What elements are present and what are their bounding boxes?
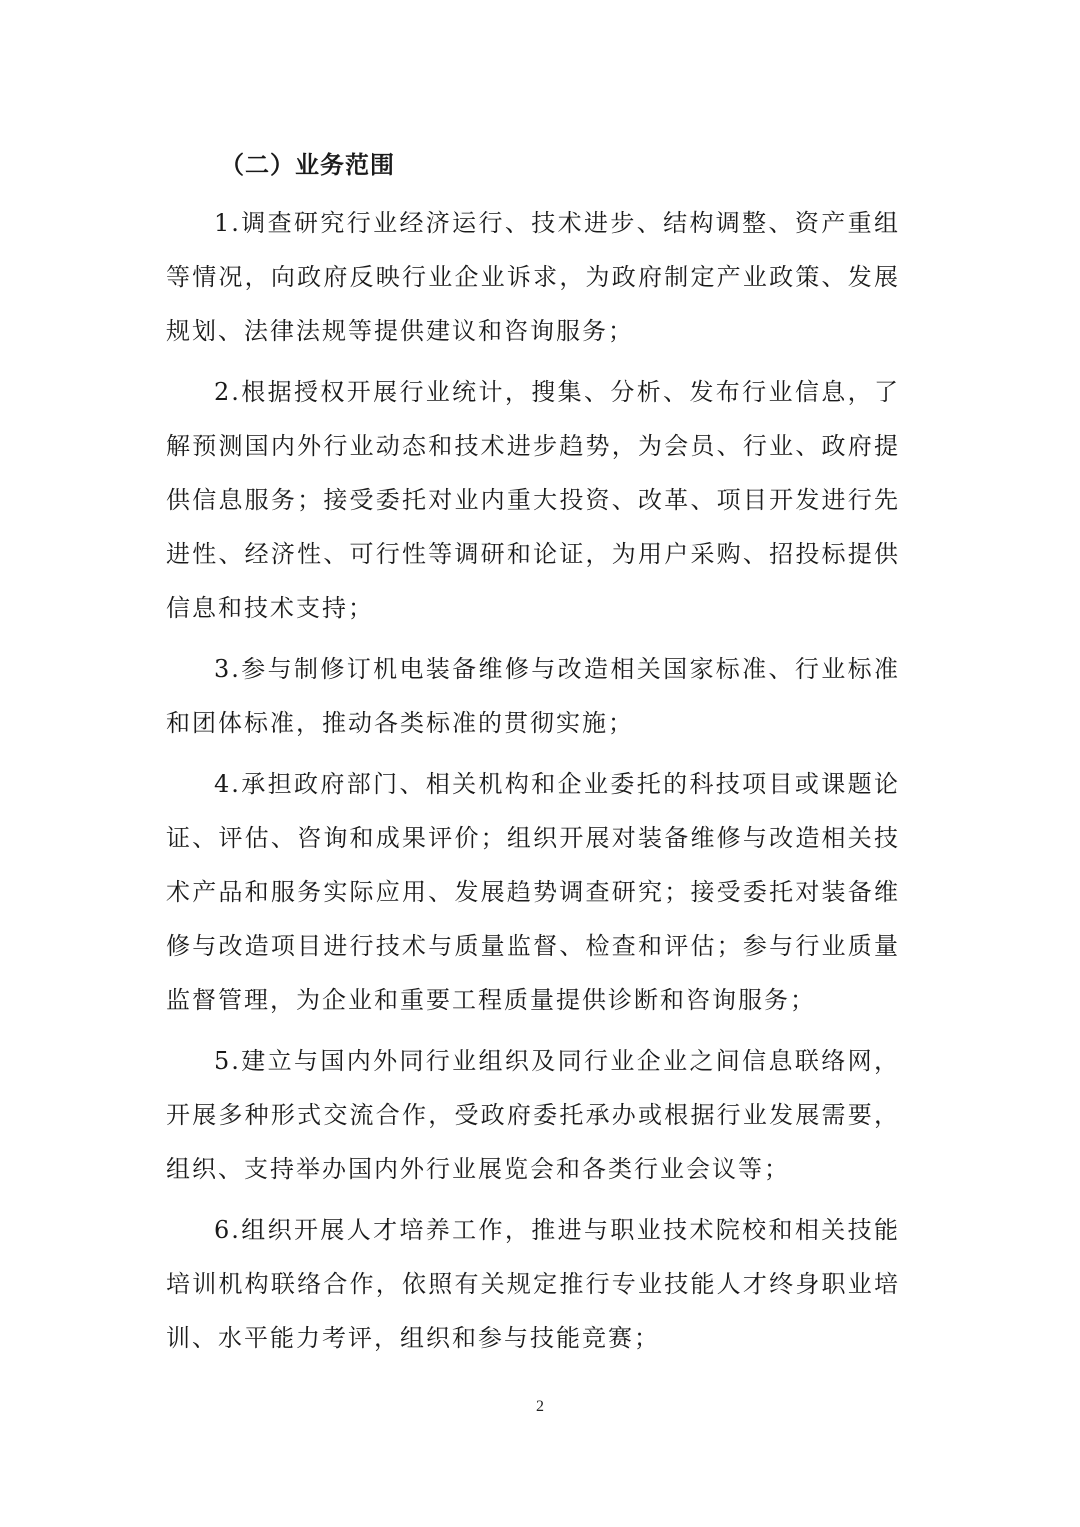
paragraph-item-2: 2.根据授权开展行业统计，搜集、分析、发布行业信息，了解预测国内外行业动态和技术进步趋势，为会员、行业、政府提供信息服务；接受委托对业内重大投资、改革、项目开发进行先进性、经济性、可行性等调研和论证，为用户采购、招投标提供信息和技术支持； xyxy=(166,378,900,622)
paragraph-item-4: 4.承担政府部门、相关机构和企业委托的科技项目或课题论证、评估、咨询和成果评价；组织开展对装备维修与改造相关技术产品和服务实际应用、发展趋势调查研究；接受委托对装备维修与改造项目进行技术与质量监督、检查和评估；参与行业质量监督管理，为企业和重要工程质量提供诊断和咨询服务； xyxy=(166,770,900,1014)
page-number: 2 xyxy=(536,1398,544,1415)
paragraph-item-1: 1.调查研究行业经济运行、技术进步、结构调整、资产重组等情况，向政府反映行业企业诉求，为政府制定产业政策、发展规划、法律法规等提供建议和咨询服务； xyxy=(166,209,900,345)
paragraph-item-3: 3.参与制修订机电装备维修与改造相关国家标准、行业标准和团体标准，推动各类标准的贯彻实施； xyxy=(166,655,900,737)
paragraph-item-5: 5.建立与国内外同行业组织及同行业企业之间信息联络网，开展多种形式交流合作，受政府委托承办或根据行业发展需要，组织、支持举办国内外行业展览会和各类行业会议等； xyxy=(166,1047,900,1183)
section-heading: （二）业务范围 xyxy=(220,150,395,179)
paragraph-item-6: 6.组织开展人才培养工作，推进与职业技术院校和相关技能培训机构联络合作，依照有关规定推行专业技能人才终身职业培训、水平能力考评，组织和参与技能竞赛； xyxy=(166,1216,900,1352)
document-body xyxy=(166,142,900,1372)
